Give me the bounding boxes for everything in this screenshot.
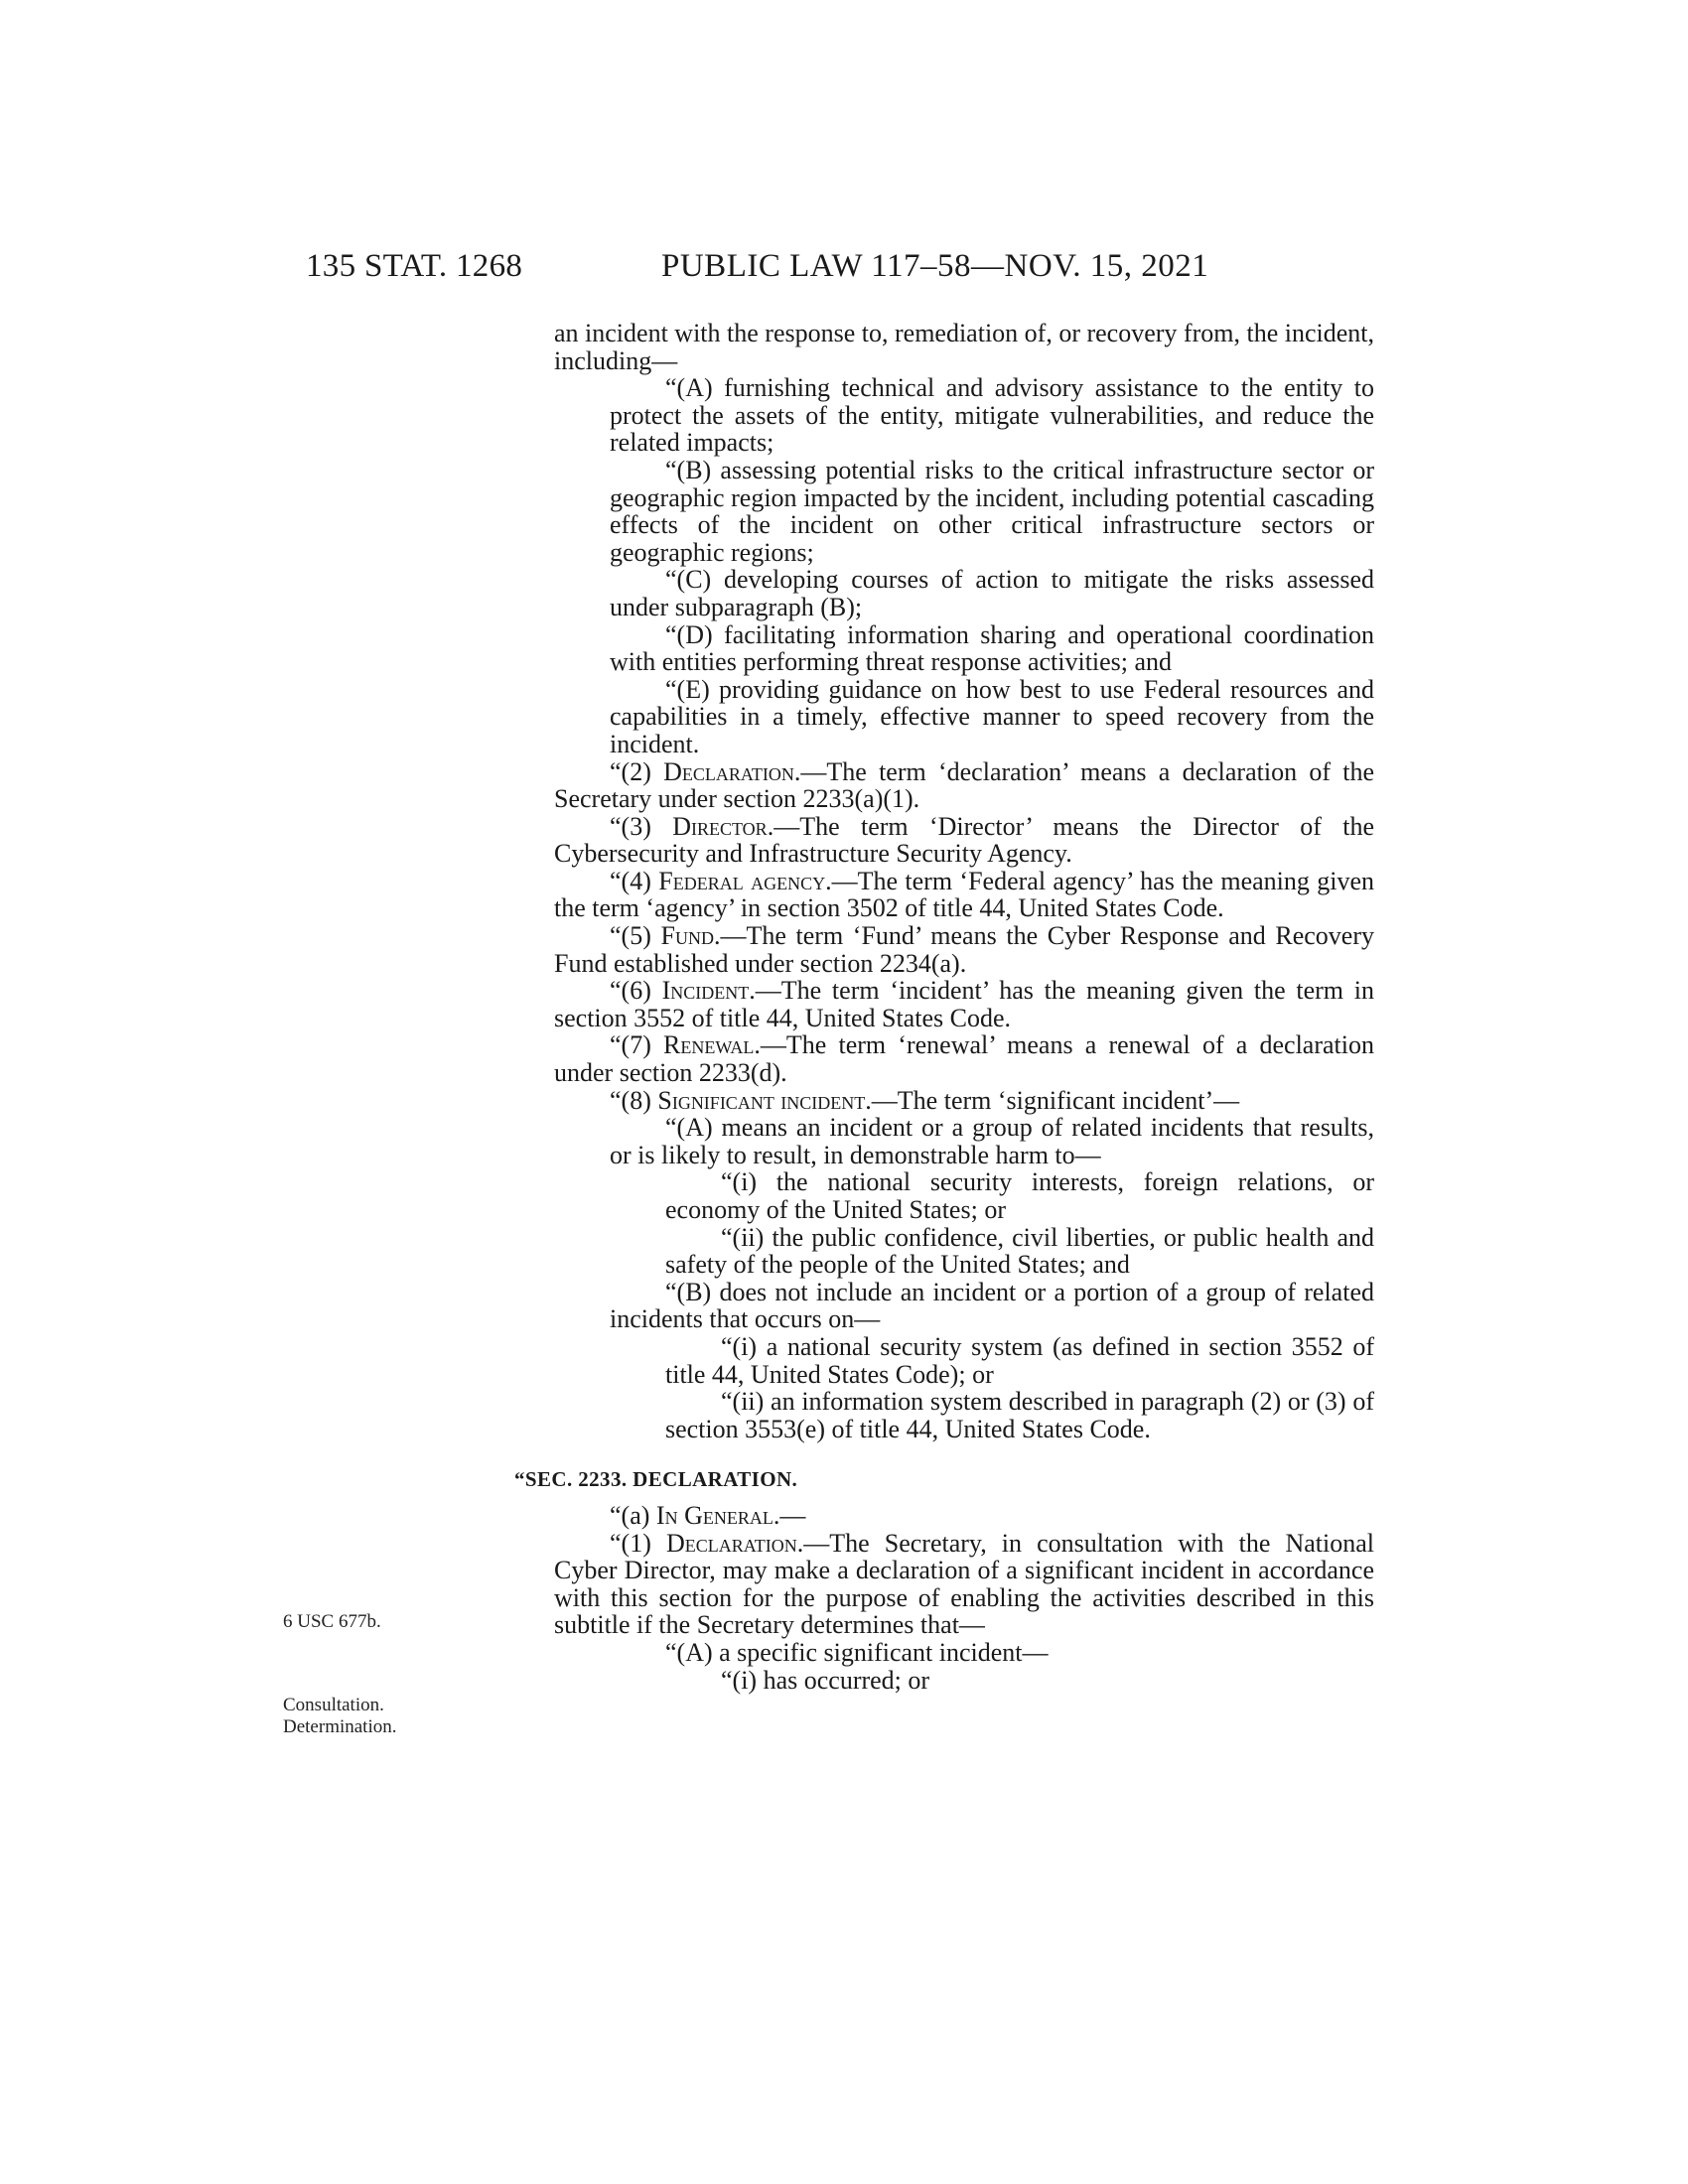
law-title: PUBLIC LAW 117–58—NOV. 15, 2021 — [661, 248, 1209, 284]
page-header — [0, 248, 1688, 288]
significant-incident-a-i: “(i) the national security interests, foreign relations, or economy of the United States; or — [665, 1167, 1374, 1224]
definition-fund: “(5) Fund.—The term ‘Fund’ means the Cyber Response and Recovery Fund established under section 2234(a). — [554, 921, 1374, 978]
significant-incident-a-ii: “(ii) the public confidence, civil liberties, or public health and safety of the people of the United States; and — [665, 1222, 1374, 1280]
definition-renewal: “(7) Renewal.—The term ‘renewal’ means a renewal of a declaration under section 2233(d). — [554, 1030, 1374, 1088]
subsection-a-heading: “(a) In General.— — [610, 1500, 806, 1530]
margin-note-determination: Determination. — [283, 1716, 397, 1737]
definition-incident: “(6) Incident.—The term ‘incident’ has the meaning given the term in section 3552 of title 44, United States Code. — [554, 976, 1374, 1032]
definition-significant-incident: “(8) Significant incident.—The term ‘significant incident’— — [610, 1085, 1240, 1115]
definition-director: “(3) Director.—The term ‘Director’ means the Director of the Cybersecurity and Infrastructure Security Agency. — [554, 811, 1374, 869]
declaration-subparagraph-a: “(A) a specific significant incident— — [665, 1637, 1049, 1667]
subparagraph-d: “(D) facilitating information sharing and operational coordination with entities performing threat response activities; and — [610, 619, 1374, 677]
margin-note-consultation: Consultation. — [283, 1695, 384, 1715]
significant-incident-b-ii: “(ii) an information system described in paragraph (2) or (3) of section 3553(e) of title 44, United States Code. — [665, 1387, 1374, 1443]
usc-margin-reference: 6 USC 677b. — [283, 1611, 381, 1632]
law-text-body — [514, 319, 1375, 1695]
paragraph-1-declaration: “(1) Declaration.—The Secretary, in consultation with the National Cyber Director, may make a declaration of a significant incident in accordance with this section for the purpose of enabling the activities described in this subtitle if the Secretary determines that— — [554, 1528, 1374, 1640]
paragraph-continuation: an incident with the response to, remediation of, or recovery from, the incident, including— — [554, 319, 1374, 375]
subparagraph-e: “(E) providing guidance on how best to use Federal resources and capabilities in a timely, effective manner to speed recovery from the incident. — [610, 674, 1374, 758]
significant-incident-a: “(A) means an incident or a group of related incidents that results, or is likely to result, in demonstrable harm to— — [610, 1113, 1374, 1169]
definition-declaration: “(2) Declaration.—The term ‘declaration’ means a declaration of the Secretary under section 2233(a)(1). — [554, 756, 1374, 814]
statute-reference: 135 STAT. 1268 — [306, 248, 523, 284]
significant-incident-b: “(B) does not include an incident or a portion of a group of related incidents that occurs on— — [610, 1277, 1374, 1334]
subparagraph-c: “(C) developing courses of action to mitigate the risks assessed under subparagraph (B); — [610, 565, 1374, 621]
definition-federal-agency: “(4) Federal agency.—The term ‘Federal agency’ has the meaning given the term ‘agency’ in section 3502 of title 44, United States Code. — [554, 866, 1375, 923]
subparagraph-a: “(A) furnishing technical and advisory assistance to the entity to protect the assets of the entity, mitigate vulnerabilities, and reduce the related impacts; — [610, 373, 1374, 458]
subparagraph-b: “(B) assessing potential risks to the critical infrastructure sector or geographic region impacted by the incident, including potential cascading effects of the incident on other critical infrastructure sectors or geographic regions; — [610, 455, 1374, 567]
section-title: “SEC. 2233. DECLARATION. — [514, 1467, 798, 1492]
declaration-clause-i: “(i) has occurred; or — [721, 1665, 930, 1695]
significant-incident-b-i: “(i) a national security system (as defined in section 3552 of title 44, United States Code); or — [665, 1331, 1374, 1389]
